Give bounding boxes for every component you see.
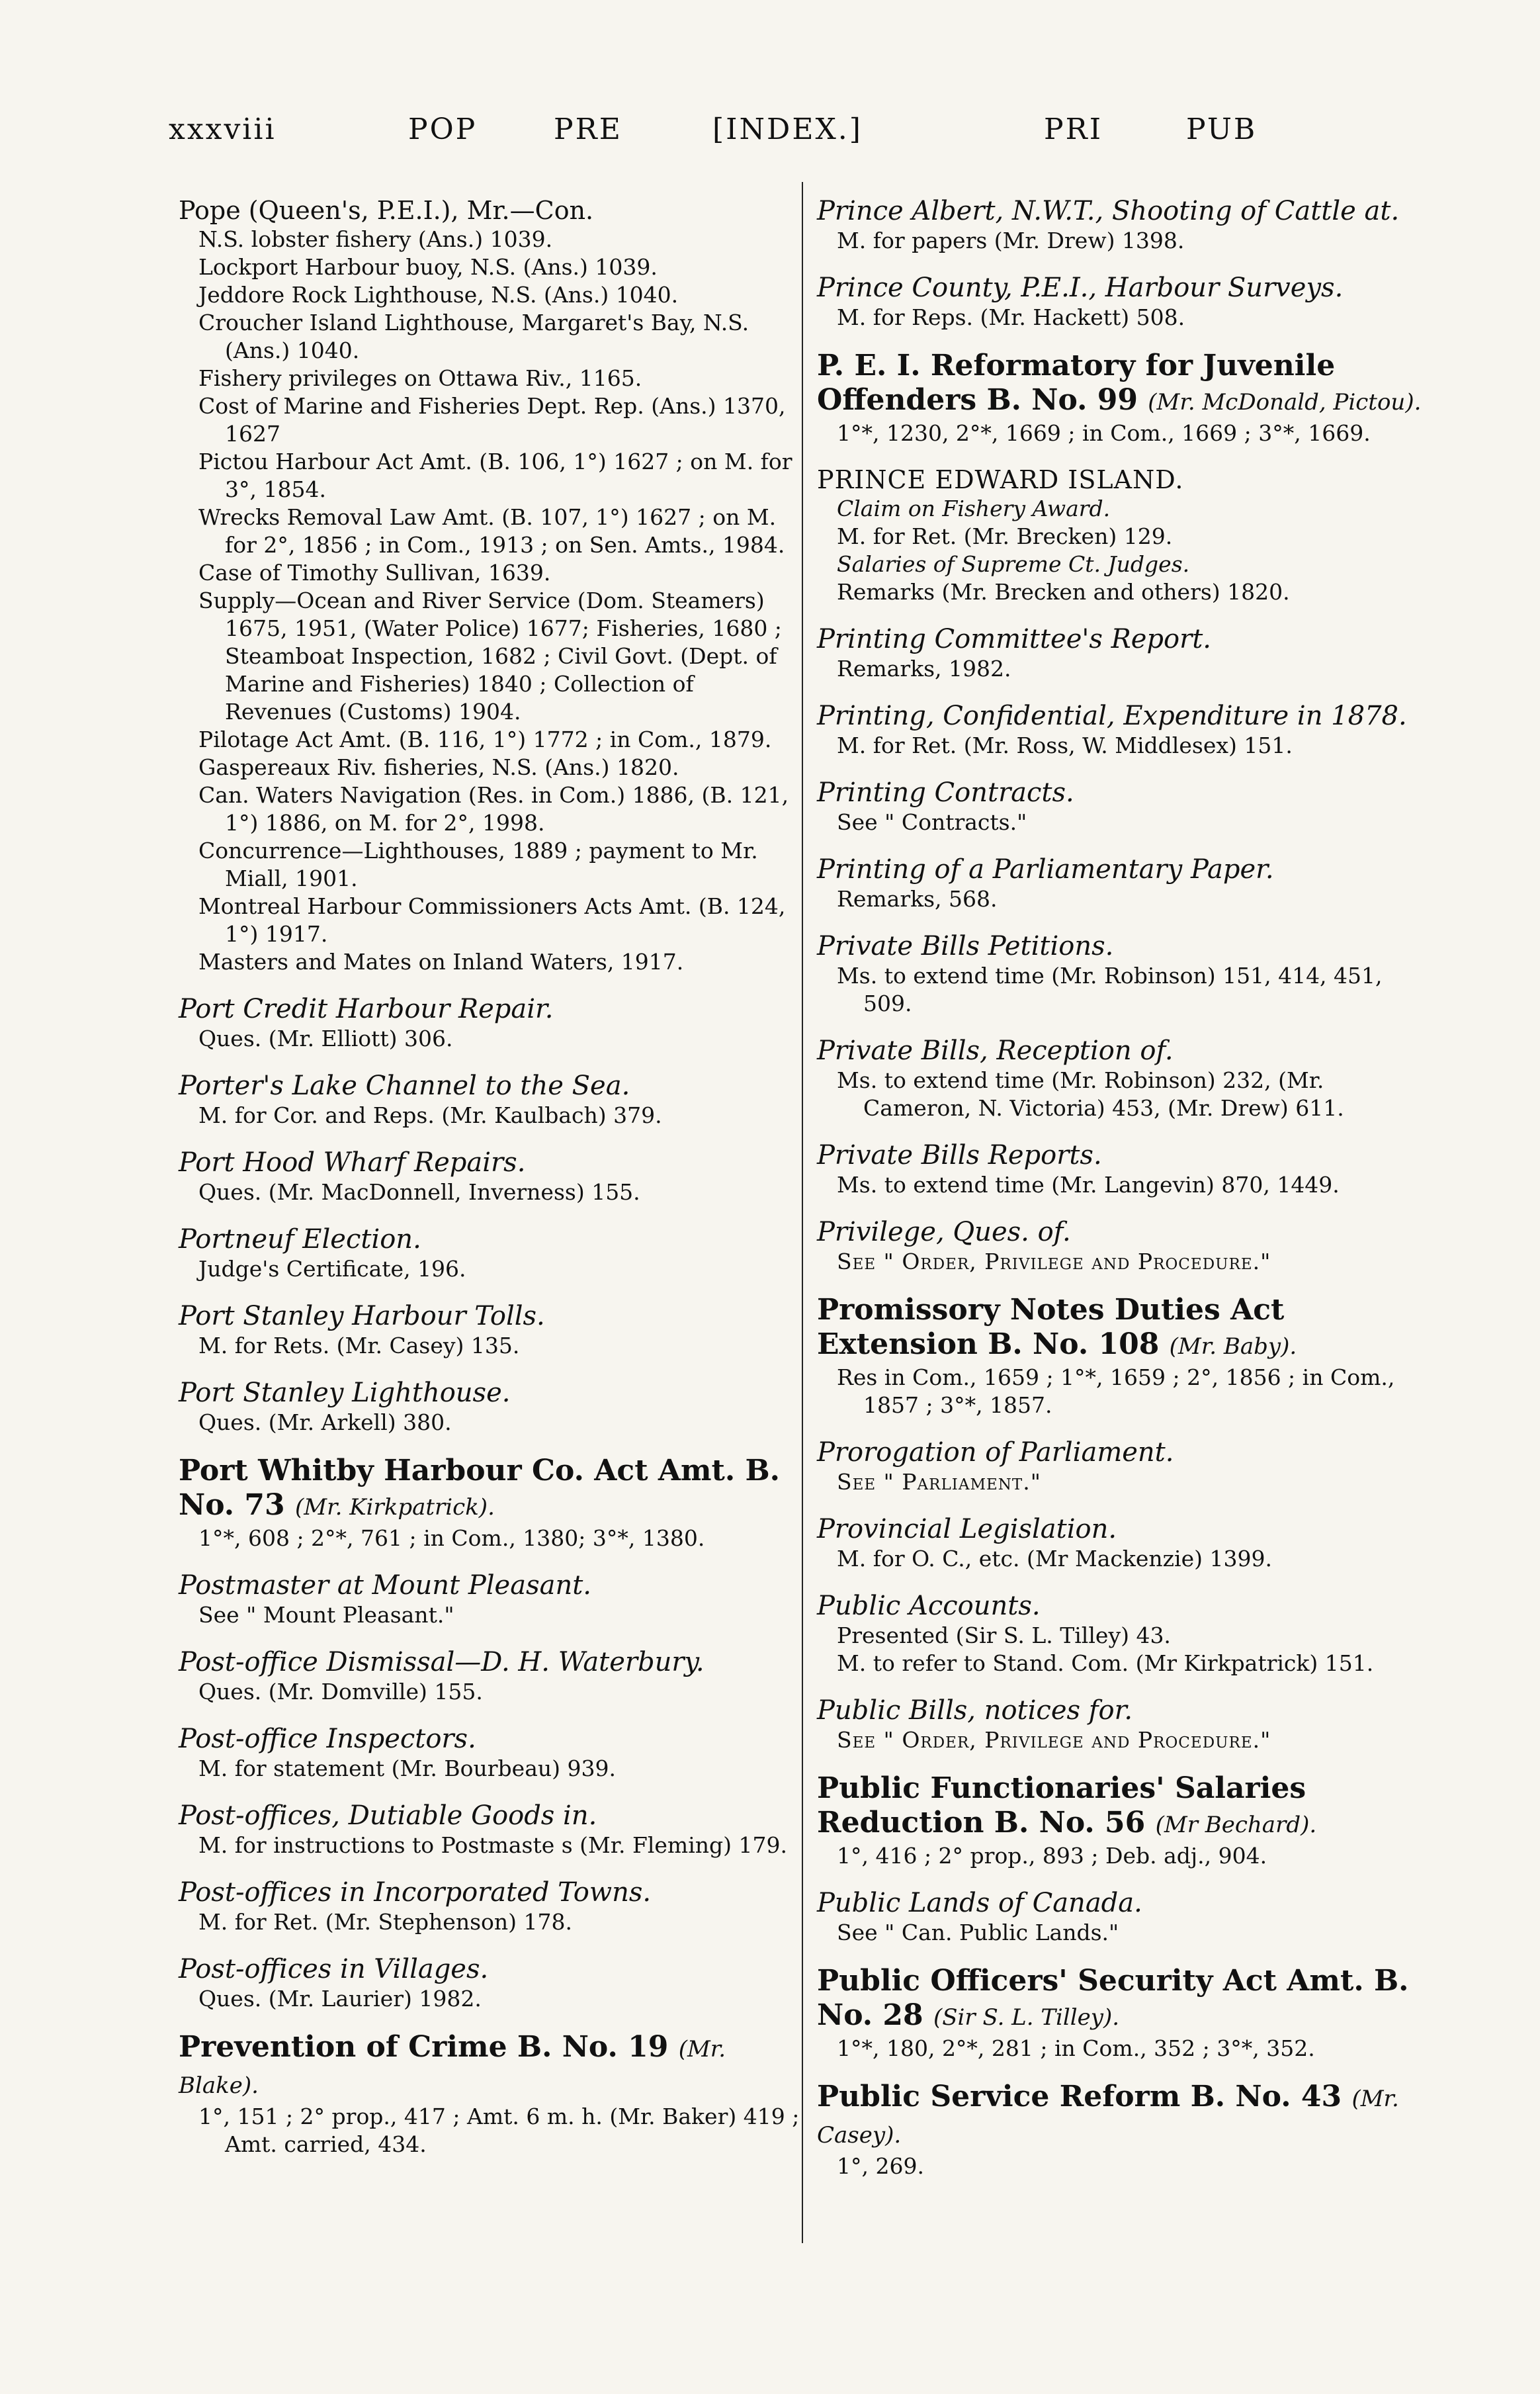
index-entry (817, 623, 1426, 683)
entry-line: Ques. (Mr. MacDonnell, Inverness) 155. (198, 1179, 640, 1205)
sub-heading: Claim on Fishery Award. (837, 496, 1111, 521)
entry-heading: Prince County, P.E.I., Harbour Surveys. (817, 273, 1344, 303)
entry-heading: PRINCE EDWARD ISLAND. (817, 465, 1184, 494)
index-entry (817, 1590, 1426, 1677)
bill-title: P. E. I. Reformatory for Juvenile Offenders B. No. 99 (817, 349, 1336, 417)
bill-heading (179, 1454, 800, 1525)
entry-line: Ques. (Mr. Domville) 155. (198, 1679, 483, 1705)
entry-heading: Printing, Confidential, Expenditure in 1878. (817, 701, 1407, 731)
index-entry (817, 1887, 1426, 1947)
index-entry (179, 1300, 800, 1360)
entry-heading: Pope (Queen's, P.E.I.), Mr.—Con. (179, 196, 594, 225)
entry-line: M. for O. C., etc. (Mr Mackenzie) 1399. (837, 1546, 1272, 1572)
bill-heading (817, 1964, 1426, 2035)
index-entry-bill (179, 1454, 800, 1552)
index-entry (179, 1953, 800, 2013)
entry-heading: Post-office Inspectors. (179, 1724, 476, 1754)
index-entry (179, 1147, 800, 1206)
bill-title: Port Whitby Harbour Co. Act Amt. B. No. 73 (179, 1454, 781, 1522)
entry-heading: Prince Albert, N.W.T., Shooting of Cattle at. (817, 196, 1400, 226)
bill-title: Public Officers' Security Act Amt. B. No. 28 (817, 1964, 1409, 2032)
index-entry-bill (817, 1964, 1426, 2062)
entry-heading: Post-office Dismissal—D. H. Waterbury. (179, 1647, 705, 1677)
entry-heading: Privilege, Ques. of. (817, 1217, 1071, 1247)
bill-sponsor: (Mr. Casey). (817, 2086, 1399, 2149)
entry-heading: Public Accounts. (817, 1591, 1041, 1621)
index-entry (179, 1646, 800, 1706)
entry-line: Res in Com., 1659 ; 1°*, 1659 ; 2°, 1856 ; in Com., 1857 ; 3°*, 1857. (837, 1364, 1395, 1418)
entry-line: Ms. to extend time (Mr. Robinson) 151, 414, 451, 509. (837, 963, 1383, 1016)
entry-line: 1°, 269. (837, 2153, 924, 2179)
index-entry (179, 1223, 800, 1283)
entry-line: Masters and Mates on Inland Waters, 1917. (198, 949, 684, 975)
entry-line: Ques. (Mr. Elliott) 306. (198, 1026, 453, 1051)
index-entry (817, 1437, 1426, 1496)
see-reference: See " Mount Pleasant." (198, 1602, 454, 1628)
entry-line: Remarks, 568. (837, 886, 998, 912)
entry-line: Remarks (Mr. Brecken and others) 1820. (837, 579, 1290, 605)
bill-title: Promissory Notes Duties Act Extension B. No. 108 (817, 1293, 1285, 1361)
range-start-b: PRE (554, 112, 622, 146)
index-entry (817, 1513, 1426, 1573)
entry-line: M. for instructions to Postmaste s (Mr. Fleming) 179. (198, 1832, 787, 1858)
entry-line: Wrecks Removal Law Amt. (B. 107, 1°) 1627 ; on M. for 2°, 1856 ; in Com., 1913 ; on Sen. Amts., 1984. (198, 504, 785, 558)
entry-line: Pilotage Act Amt. (B. 116, 1°) 1772 ; in Com., 1879. (198, 727, 772, 752)
bill-title: Public Service Reform B. No. 43 (817, 2080, 1342, 2113)
index-entry-bill (817, 349, 1426, 447)
index-entry (179, 1800, 800, 1859)
see-reference: See " Contracts." (837, 809, 1027, 835)
bill-heading (817, 1771, 1426, 1842)
entry-heading: Port Credit Harbour Repair. (179, 994, 554, 1024)
entry-heading: Post-offices, Dutiable Goods in. (179, 1800, 597, 1831)
index-entry (179, 1377, 800, 1437)
see-reference: See " Order, Privilege and Procedure." (837, 1249, 1271, 1274)
bill-title: Public Functionaries' Salaries Reduction B. No. 56 (817, 1771, 1306, 1840)
index-entry (817, 854, 1426, 913)
section-label: [INDEX.] (712, 112, 863, 146)
entry-heading: Private Bills Petitions. (817, 931, 1114, 961)
entry-heading: Printing Contracts. (817, 777, 1074, 808)
bill-sponsor: (Mr. Kirkpatrick). (295, 1494, 495, 1521)
index-entry-pei (817, 465, 1426, 606)
entry-line: Remarks, 1982. (837, 656, 1011, 682)
index-entry (817, 195, 1426, 255)
entry-line: M. for Ret. (Mr. Stephenson) 178. (198, 1909, 572, 1935)
entry-line: M. for Cor. and Reps. (Mr. Kaulbach) 379. (198, 1102, 662, 1128)
see-reference: See " Parliament." (837, 1469, 1041, 1495)
entry-line: Case of Timothy Sullivan, 1639. (198, 560, 551, 586)
entry-heading: Post-offices in Villages. (179, 1954, 489, 1984)
index-entry (817, 1035, 1426, 1122)
index-entry (817, 1695, 1426, 1754)
entry-line: Jeddore Rock Lighthouse, N.S. (Ans.) 1040. (198, 282, 679, 308)
entry-heading: Portneuf Election. (179, 1224, 421, 1255)
entry-heading: Port Stanley Harbour Tolls. (179, 1301, 545, 1331)
see-reference: See " Can. Public Lands." (837, 1920, 1119, 1945)
index-entry (179, 993, 800, 1053)
bill-title: Prevention of Crime B. No. 19 (179, 2030, 669, 2064)
page-number: xxxviii (169, 112, 277, 146)
entry-heading: Private Bills, Reception of. (817, 1036, 1174, 1066)
entry-line: 1°*, 180, 2°*, 281 ; in Com., 352 ; 3°*, 352. (837, 2035, 1315, 2061)
entry-line: Concurrence—Lighthouses, 1889 ; payment to Mr. Miall, 1901. (198, 838, 758, 891)
index-entry (817, 1139, 1426, 1199)
bill-heading (817, 1293, 1426, 1364)
entry-line: Fishery privileges on Ottawa Riv., 1165. (198, 365, 642, 391)
bill-heading (179, 2030, 800, 2103)
index-entry (179, 1877, 800, 1936)
entry-line: Supply—Ocean and River Service (Dom. Steamers) 1675, 1951, (Water Police) 1677; Fisheries, 1680 ; Steamboat Inspection, 1682 ; Civil Govt. (Dept. of Marine and Fisheries) 1840 ; Collection of Revenues (Customs) 1904. (198, 588, 782, 725)
entry-line: 1°, 151 ; 2° prop., 417 ; Amt. 6 m. h. (Mr. Baker) 419 ; Amt. carried, 434. (198, 2104, 800, 2157)
entry-line: Can. Waters Navigation (Res. in Com.) 1886, (B. 121, 1°) 1886, on M. for 2°, 1998. (198, 782, 789, 836)
entry-line: Ques. (Mr. Laurier) 1982. (198, 1986, 482, 2012)
entry-line: M. for Reps. (Mr. Hackett) 508. (837, 304, 1185, 330)
entry-line: M. for Ret. (Mr. Brecken) 129. (837, 523, 1173, 549)
entry-line: M. to refer to Stand. Com. (Mr Kirkpatrick) 151. (837, 1650, 1374, 1676)
index-entry-pope (179, 195, 800, 976)
left-column (179, 195, 800, 2176)
entry-line: Pictou Harbour Act Amt. (B. 106, 1°) 1627 ; on M. for 3°, 1854. (198, 449, 792, 502)
bill-heading (817, 2080, 1426, 2152)
entry-line: Gaspereaux Riv. fisheries, N.S. (Ans.) 1820. (198, 754, 679, 780)
bill-sponsor: (Mr Bechard). (1155, 1812, 1317, 1838)
entry-heading: Private Bills Reports. (817, 1140, 1102, 1171)
index-entry (817, 777, 1426, 836)
entry-line: Judge's Certificate, 196. (198, 1256, 466, 1282)
entry-line: Ques. (Mr. Arkell) 380. (198, 1409, 452, 1435)
index-entry-bill (817, 2080, 1426, 2180)
entry-heading: Public Lands of Canada. (817, 1888, 1142, 1918)
index-entry (179, 1570, 800, 1629)
bill-heading (817, 349, 1426, 420)
entry-line: 1°*, 1230, 2°*, 1669 ; in Com., 1669 ; 3°*, 1669. (837, 420, 1371, 446)
entry-heading: Prorogation of Parliament. (817, 1437, 1174, 1468)
entry-heading: Public Bills, notices for. (817, 1695, 1133, 1726)
entry-heading: Postmaster at Mount Pleasant. (179, 1570, 592, 1601)
entry-line: Ms. to extend time (Mr. Robinson) 232, (Mr. Cameron, N. Victoria) 453, (Mr. Drew) 611. (837, 1067, 1344, 1121)
index-entry-bill (817, 1293, 1426, 1419)
entry-heading: Post-offices in Incorporated Towns. (179, 1877, 652, 1908)
entry-heading: Printing Committee's Report. (817, 624, 1211, 654)
entry-line: 1°, 416 ; 2° prop., 893 ; Deb. adj., 904. (837, 1843, 1267, 1869)
entry-line: Ms. to extend time (Mr. Langevin) 870, 1449. (837, 1172, 1340, 1198)
bill-sponsor: (Mr. Baby). (1169, 1333, 1297, 1360)
entry-line: M. for papers (Mr. Drew) 1398. (837, 228, 1185, 253)
entry-line: Lockport Harbour buoy, N.S. (Ans.) 1039. (198, 254, 658, 280)
index-entry (817, 1216, 1426, 1276)
index-entry (179, 1723, 800, 1783)
entry-line: Cost of Marine and Fisheries Dept. Rep. (Ans.) 1370, 1627 (198, 393, 786, 447)
entry-line: N.S. lobster fishery (Ans.) 1039. (198, 226, 553, 252)
entry-line: Montreal Harbour Commissioners Acts Amt. (B. 124, 1°) 1917. (198, 893, 786, 947)
column-divider (802, 182, 803, 2243)
index-entry (817, 700, 1426, 760)
see-reference: See " Order, Privilege and Procedure." (837, 1727, 1271, 1753)
entry-line: M. for statement (Mr. Bourbeau) 939. (198, 1755, 616, 1781)
index-entry-bill (179, 2030, 800, 2158)
right-column (817, 195, 1426, 2197)
range-end-a: PRI (1044, 112, 1103, 146)
index-entry (817, 272, 1426, 332)
entry-heading: Port Hood Wharf Repairs. (179, 1147, 526, 1178)
entry-line: 1°*, 608 ; 2°*, 761 ; in Com., 1380; 3°*, 1380. (198, 1525, 705, 1551)
bill-sponsor: (Mr. Blake). (179, 2036, 726, 2099)
range-start-a: POP (408, 112, 478, 146)
bill-sponsor: (Mr. McDonald, Pictou). (1148, 389, 1422, 416)
entry-line: M. for Ret. (Mr. Ross, W. Middlesex) 151. (837, 732, 1293, 758)
running-header (169, 112, 1426, 159)
entry-heading: Port Stanley Lighthouse. (179, 1378, 511, 1408)
entry-line: Croucher Island Lighthouse, Margaret's Bay, N.S. (Ans.) 1040. (198, 310, 749, 363)
index-entry (817, 930, 1426, 1018)
bill-sponsor: (Sir S. L. Tilley). (933, 2004, 1120, 2031)
sub-heading: Salaries of Supreme Ct. Judges. (837, 551, 1190, 577)
index-entry-bill (817, 1771, 1426, 1870)
entry-line: M. for Rets. (Mr. Casey) 135. (198, 1333, 520, 1358)
entry-heading: Printing of a Parliamentary Paper. (817, 854, 1274, 885)
entry-line: Presented (Sir S. L. Tilley) 43. (837, 1622, 1171, 1648)
index-entry (179, 1070, 800, 1130)
range-end-b: PUB (1186, 112, 1258, 146)
entry-heading: Provincial Legislation. (817, 1514, 1117, 1544)
entry-heading: Porter's Lake Channel to the Sea. (179, 1071, 630, 1101)
